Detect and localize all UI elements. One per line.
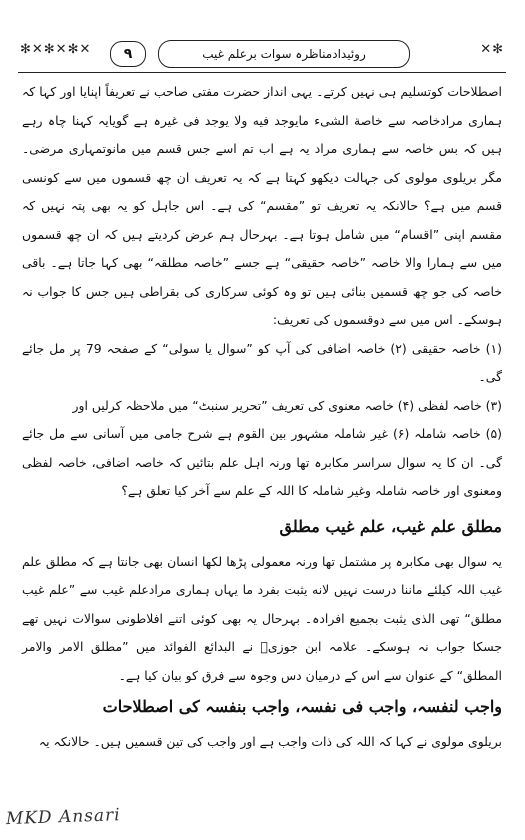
header-ornament-right: ✕✻: [480, 42, 504, 57]
section-heading: مطلق علم غیب، علم غیب مطلق: [279, 516, 502, 536]
body-paragraph: بریلوی مولوی نے کہا کہ اللہ کی ذات واجب ہے اور واجب کی تین قسمیں ہیں۔ حالانکہ یہ: [38, 734, 502, 749]
page-header: [18, 40, 506, 68]
list-item: (۳) خاصہ لفظی (۴) خاصہ معنوی کی تعریف ”تحریر سنبٹ“ میں ملاحظہ کرلیں اور: [72, 397, 502, 413]
handwritten-signature: MKD Ansari: [5, 805, 121, 830]
list-item: (۵) خاصہ شاملہ (۶) غیر شاملہ مشہور بین القوم ہے شرح جامی میں آسانی سے مل جائے گی۔ ان کا یہ سوال سراسر مکابرہ تھا ورنہ اہل علم بتائیں کہ خاصہ اضافی، خاصہ لفظی ومعنوی اور خاصہ شاملہ وغیر شاملہ کا اللہ کے علم سے آخر کیا تعلق ہے؟: [22, 426, 502, 498]
body-paragraph: یہ سوال بھی مکابرہ پر مشتمل تھا ورنہ معمولی پڑھا لکھا انسان بھی جانتا ہے کہ مطلق علم غیب اللہ کیلئے ماننا درست نہیں لانه یثبت بفرد ما یہاں ہماری مرادعلم غیب سے ”علم غیب مطلق“ تھی الذی یثبت بجمیع افرادہ۔ بہرحال یہ بھی کوئی اتنے افلاطونی سوالات نہیں تھے جسکا جواب نہ ہوسکے۔ علامہ ابن جوزیؒ نے البدائع الفوائد میں ”مطلق الامر والامر المطلق“ کے عنوان سے اس کے درمیان دس وجوہ سے فرق کو بیان کیا ہے۔: [22, 553, 502, 683]
body-paragraph: اصطلاحات کوتسلیم ہی نہیں کرتے۔ یہی انداز حضرت مفتی صاحب نے تعریفاً اپنایا اور کہا کہ ہماری مرادخاصہ سے خاصة الشیء مایوجد فیه ولا یوجد فی غیرہ ہے گویایہ کہنا چاہ رہے ہیں کہ بس خاصہ سے ہماری مراد یہ ہے اب تم اسے جس قسم میں مانوتمہاری مرضی۔مگر بریلوی مولوی کی جہالت دیکھو کہتا ہے کہ یہ تعریف ان چھ قسموں میں سے کونسی قسم میں ہے؟ حالانکہ یہ تعریف تو ”مقسم“ کی ہے۔ اس جاہل کو یہ بھی پتہ نہیں کہ مقسم اپنی ”اقسام“ میں شامل ہوتا ہے۔ بہرحال ہم عرض کردیتے ہیں کہ ان چھ قسموں میں سے ہمارا والا خاصہ ”خاصہ حقیقی“ ہے جسے ”خاصہ مطلقہ“ بھی کہا جاتا ہے۔ باقی خاصہ کی جو چھ قسمیں بنائی ہیں تو وہ کوئی سرکاری کی بقراطی ہیں جس کا جواب نہ ہوسکے۔ اس میں سے دوقسموں کی تعریف:: [22, 84, 502, 327]
definitions-list: [22, 335, 502, 506]
section-heading: واجب لنفسہ، واجب فی نفسہ، واجب بنفسہ کی اصطلاحات: [102, 697, 502, 716]
list-item: (۱) خاصہ حقیقی (۲) خاصہ اضافی کی آپ کو ”سوال یا سولی“ کے صفحہ 79 پر مل جائے گی۔: [22, 340, 502, 384]
running-title: روئیدادمناظرہ سوات برعلم غیب: [158, 40, 410, 68]
header-ornament-left: ✻✕✻✕✻✕: [20, 42, 92, 57]
page-body: [22, 78, 502, 757]
page-number: ۹: [110, 41, 146, 67]
header-rule: [18, 72, 506, 73]
